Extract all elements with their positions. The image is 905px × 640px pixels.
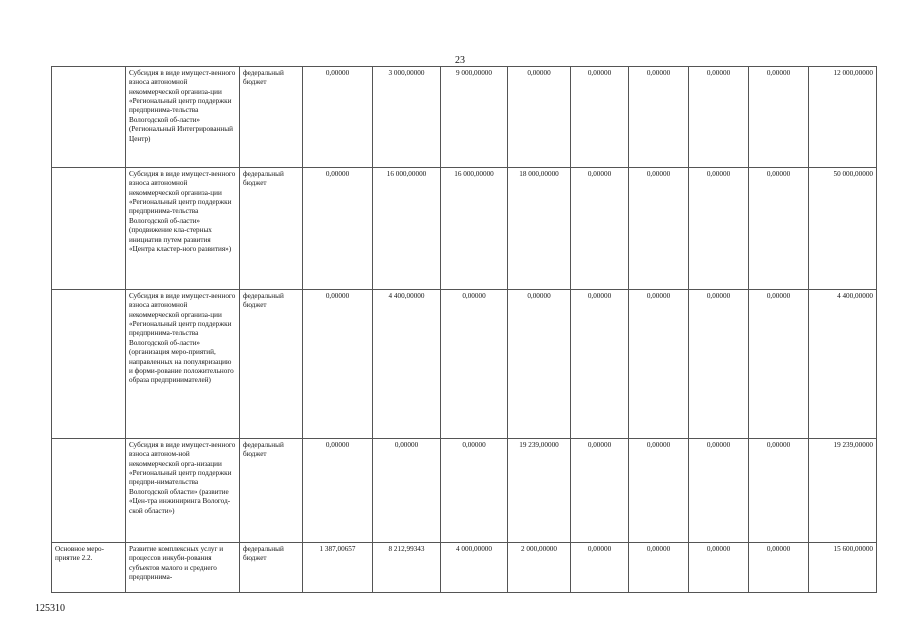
value-cell: 0,00000 xyxy=(303,439,373,543)
document-code: 125310 xyxy=(35,603,65,614)
value-cell: 0,00000 xyxy=(629,543,689,593)
table-row xyxy=(52,543,877,593)
value-cell: 0,00000 xyxy=(571,168,629,290)
value-cell: 0,00000 xyxy=(508,67,571,168)
value-cell: 0,00000 xyxy=(629,439,689,543)
value-cell: 3 000,00000 xyxy=(373,67,441,168)
value-cell: 0,00000 xyxy=(373,439,441,543)
value-cell: 0,00000 xyxy=(749,168,809,290)
value-cell: 0,00000 xyxy=(629,67,689,168)
value-cell: 0,00000 xyxy=(689,439,749,543)
table-row xyxy=(52,67,877,168)
event-cell xyxy=(52,168,126,290)
value-cell: 18 000,00000 xyxy=(508,168,571,290)
value-cell: 0,00000 xyxy=(441,439,508,543)
value-cell: 4 000,00000 xyxy=(441,543,508,593)
value-cell: 16 000,00000 xyxy=(373,168,441,290)
value-cell: 0,00000 xyxy=(749,290,809,439)
event-cell: Основное меро-приятие 2.2. xyxy=(52,543,126,593)
value-cell: 2 000,00000 xyxy=(508,543,571,593)
value-cell: 0,00000 xyxy=(508,290,571,439)
value-cell: 0,00000 xyxy=(441,290,508,439)
event-cell xyxy=(52,439,126,543)
value-cell: 0,00000 xyxy=(571,543,629,593)
value-cell: 0,00000 xyxy=(689,543,749,593)
table-row xyxy=(52,168,877,290)
total-cell: 19 239,00000 xyxy=(809,439,877,543)
page-number: 23 xyxy=(455,55,465,66)
value-cell: 16 000,00000 xyxy=(441,168,508,290)
value-cell: 0,00000 xyxy=(749,439,809,543)
value-cell: 0,00000 xyxy=(689,67,749,168)
measure-name-cell: Развитие комплексных услуг и процессов инкуби-рования субъектов малого и среднего предпринима- xyxy=(126,543,240,593)
measure-name-cell: Субсидия в виде имущест-венного взноса автономной некоммерческой организа-ции «Региональный центр поддержки предпринима-тельства Вологодской об-ласти» (продвижение кла-стерных инициатив путем развития «Центра кластер-ного развития») xyxy=(126,168,240,290)
value-cell: 9 000,00000 xyxy=(441,67,508,168)
event-cell xyxy=(52,67,126,168)
funding-source-cell: федеральный бюджет xyxy=(240,543,303,593)
value-cell: 0,00000 xyxy=(303,67,373,168)
total-cell: 4 400,00000 xyxy=(809,290,877,439)
total-cell: 12 000,00000 xyxy=(809,67,877,168)
value-cell: 0,00000 xyxy=(629,168,689,290)
value-cell: 1 387,00657 xyxy=(303,543,373,593)
total-cell: 15 600,00000 xyxy=(809,543,877,593)
value-cell: 0,00000 xyxy=(749,543,809,593)
value-cell: 4 400,00000 xyxy=(373,290,441,439)
funding-source-cell: федеральный бюджет xyxy=(240,168,303,290)
budget-table xyxy=(51,66,877,593)
value-cell: 0,00000 xyxy=(571,439,629,543)
table-row xyxy=(52,290,877,439)
measure-name-cell: Субсидия в виде имущест-венного взноса автоном-ной некоммерческой орга-низации «Региональный центр поддержки предпри-нимательства Вологодской области» (развитие «Цен-тра инжиниринга Вологод-ской области») xyxy=(126,439,240,543)
value-cell: 0,00000 xyxy=(629,290,689,439)
funding-source-cell: федеральный бюджет xyxy=(240,67,303,168)
event-cell xyxy=(52,290,126,439)
value-cell: 0,00000 xyxy=(749,67,809,168)
funding-source-cell: федеральный бюджет xyxy=(240,290,303,439)
value-cell: 0,00000 xyxy=(571,290,629,439)
value-cell: 0,00000 xyxy=(303,168,373,290)
total-cell: 50 000,00000 xyxy=(809,168,877,290)
table-row xyxy=(52,439,877,543)
value-cell: 0,00000 xyxy=(689,168,749,290)
value-cell: 0,00000 xyxy=(303,290,373,439)
measure-name-cell: Субсидия в виде имущест-венного взноса автономной некоммерческой организа-ции «Региональный центр поддержки предпринима-тельства Вологодской об-ласти» (организация меро-приятий, направленных на популяризацию и форми-рование положительного образа предпринимателей) xyxy=(126,290,240,439)
funding-source-cell: федеральный бюджет xyxy=(240,439,303,543)
value-cell: 8 212,99343 xyxy=(373,543,441,593)
value-cell: 0,00000 xyxy=(571,67,629,168)
value-cell: 19 239,00000 xyxy=(508,439,571,543)
measure-name-cell: Субсидия в виде имущест-венного взноса автономной некоммерческой организа-ции «Региональный центр поддержки предпринима-тельства Вологодской об-ласти» (Региональный Интегрированный Центр) xyxy=(126,67,240,168)
value-cell: 0,00000 xyxy=(689,290,749,439)
